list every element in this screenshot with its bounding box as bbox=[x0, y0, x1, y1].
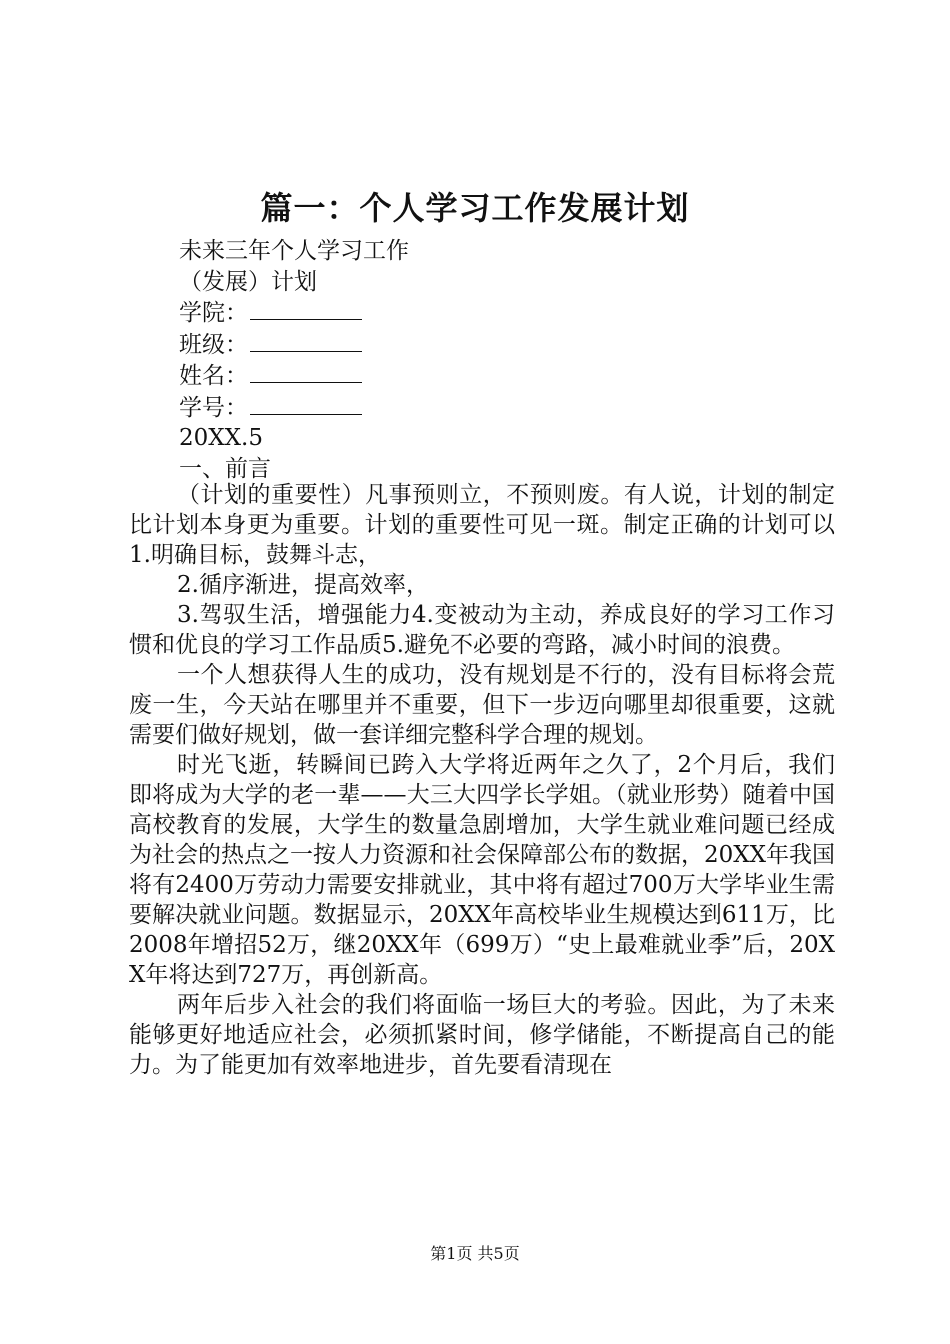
field-college bbox=[179, 297, 859, 329]
document-date: 20XX.5 bbox=[179, 425, 263, 451]
field-class bbox=[179, 329, 859, 361]
field-student-id bbox=[179, 392, 859, 424]
field-name-label: 姓名： bbox=[179, 363, 248, 389]
paragraph: 两年后步入社会的我们将面临一场巨大的考验。因此，为了未来能够更好地适应社会，必须抓紧时间，修学储能，不断提高自己的能力。为了能更加有效率地进步，首先要看清现在 bbox=[129, 992, 835, 1078]
paragraph: 一个人想获得人生的成功，没有规划是不行的，没有目标将会荒废一生，今天站在哪里并不重要，但下一步迈向哪里却很重要，这就需要们做好规划，做一套详细完整科学合理的规划。 bbox=[129, 662, 835, 748]
section-heading: 一、前言 bbox=[179, 455, 271, 482]
field-college-blank bbox=[250, 297, 362, 320]
body-text bbox=[129, 480, 835, 1080]
page-footer: 第1页 共5页 bbox=[430, 1244, 520, 1263]
paragraph: 3.驾驭生活，增强能力4.变被动为主动，养成良好的学习工作习惯和优良的学习工作品质5.避免不必要的弯路，减小时间的浪费。 bbox=[129, 602, 835, 658]
paragraph: 2.循序渐进，提高效率， bbox=[177, 572, 429, 598]
field-class-blank bbox=[250, 329, 362, 352]
plan-name-line-2: （发展）计划 bbox=[179, 268, 317, 295]
field-name-blank bbox=[250, 360, 362, 383]
plan-name-line-1: 未来三年个人学习工作 bbox=[179, 238, 409, 264]
field-college-label: 学院： bbox=[179, 300, 248, 326]
field-student-id-blank bbox=[250, 392, 362, 415]
paragraph: （计划的重要性）凡事预则立，不预则废。有人说，计划的制定比计划本身更为重要。计划的重要性可见一斑。制定正确的计划可以1.明确目标，鼓舞斗志， bbox=[129, 482, 835, 568]
field-class-label: 班级： bbox=[179, 331, 248, 358]
cover-info bbox=[179, 236, 859, 484]
paragraph: 时光飞逝，转瞬间已跨入大学将近两年之久了，2个月后，我们即将成为大学的老一辈——大三大四学长学姐。（就业形势）随着中国高校教育的发展，大学生的数量急剧增加，大学生就业难问题已经成为社会的热点之一按人力资源和社会保障部公布的数据，20XX年我国将有2400万劳动力需要安排就业，其中将有超过700万大学毕业生需要解决就业问题。数据显示，20XX年高校毕业生规模达到611万，比2008年增招52万，继20XX年（699万）“史上最难就业季”后，20XX年将达到727万，再创新高。 bbox=[129, 752, 836, 988]
field-name bbox=[179, 360, 859, 392]
document-title: 篇一：个人学习工作发展计划 bbox=[260, 189, 690, 227]
field-student-id-label: 学号： bbox=[179, 394, 248, 421]
